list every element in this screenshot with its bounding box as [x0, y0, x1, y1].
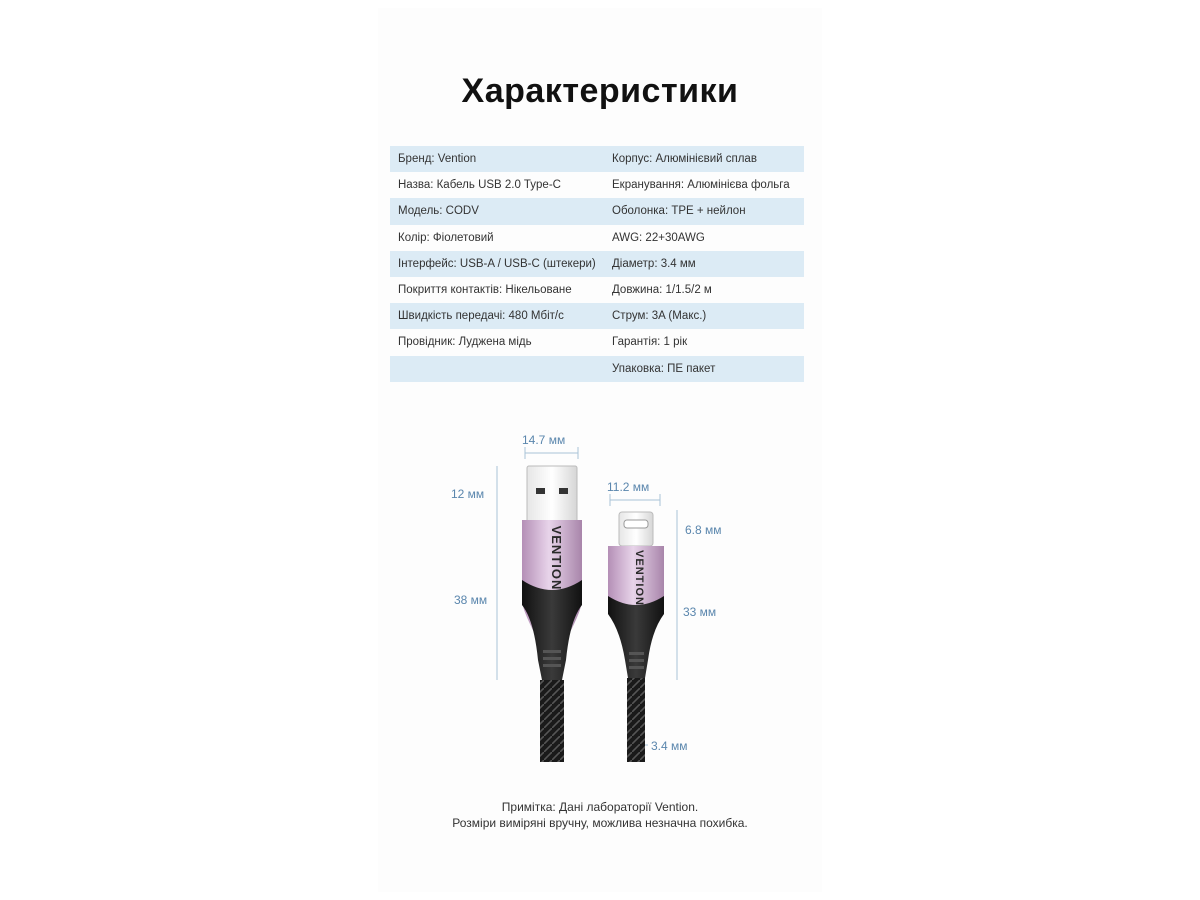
grip-ridges [543, 650, 561, 667]
usb-a-plug-height-label: 12 мм [451, 487, 485, 501]
page-title: Характеристики [461, 72, 739, 110]
usb-a-width-label: 14.7 мм [522, 433, 566, 447]
usb-a-connector [522, 466, 582, 762]
vention-logo-usb-c: VENTION [633, 550, 645, 606]
spec-cell-right: Корпус: Алюмінієвий сплав [604, 146, 804, 172]
cable-diameter-label: 3.4 мм [651, 739, 688, 753]
spec-cell-left: Швидкість передачі: 480 Мбіт/с [390, 303, 604, 329]
spec-cell-left: Модель: CODV [390, 198, 604, 224]
spec-cell-right: Упаковка: ПЕ пакет [604, 356, 804, 382]
grip-ridges [629, 652, 644, 669]
spec-cell-left: Назва: Кабель USB 2.0 Type-C [398, 179, 561, 192]
spec-cell-right: Оболонка: TPE + нейлон [604, 198, 804, 224]
spec-cell-right: Діаметр: 3.4 мм [604, 251, 804, 277]
spec-cell-left: Провідник: Луджена мідь [398, 336, 532, 349]
spec-cell-right: Екранування: Алюмінієва фольга [612, 179, 790, 192]
usb-c-connector [608, 512, 664, 762]
spec-cell-right: Довжина: 1/1.5/2 м [612, 284, 712, 297]
spec-cell-left: Колір: Фіолетовий [398, 231, 494, 244]
vention-logo-usb-a: VENTION [549, 525, 564, 591]
spec-cell-left: Покриття контактів: Нікельоване [398, 284, 572, 297]
spec-cell-right: AWG: 22+30AWG [612, 231, 705, 244]
spec-cell-left: Інтерфейс: USB-A / USB-C (штекери) [390, 251, 604, 277]
spec-cell-right: Гарантія: 1 рік [612, 336, 688, 349]
usb-c-body-height-label: 33 мм [683, 605, 717, 619]
note-line-2: Розміри виміряні вручну, можлива незначна похибка. [452, 816, 748, 830]
note-line-1: Примітка: Дані лабораторії Vention. [501, 800, 699, 814]
usb-a-body-height-label: 38 мм [454, 593, 488, 607]
usb-c-width-label: 11.2 мм [607, 480, 650, 494]
usb-c-plug-height-label: 6.8 мм [685, 523, 722, 537]
spec-cell-left: Бренд: Vention [390, 146, 604, 172]
spec-cell-right: Струм: 3A (Макс.) [604, 303, 804, 329]
